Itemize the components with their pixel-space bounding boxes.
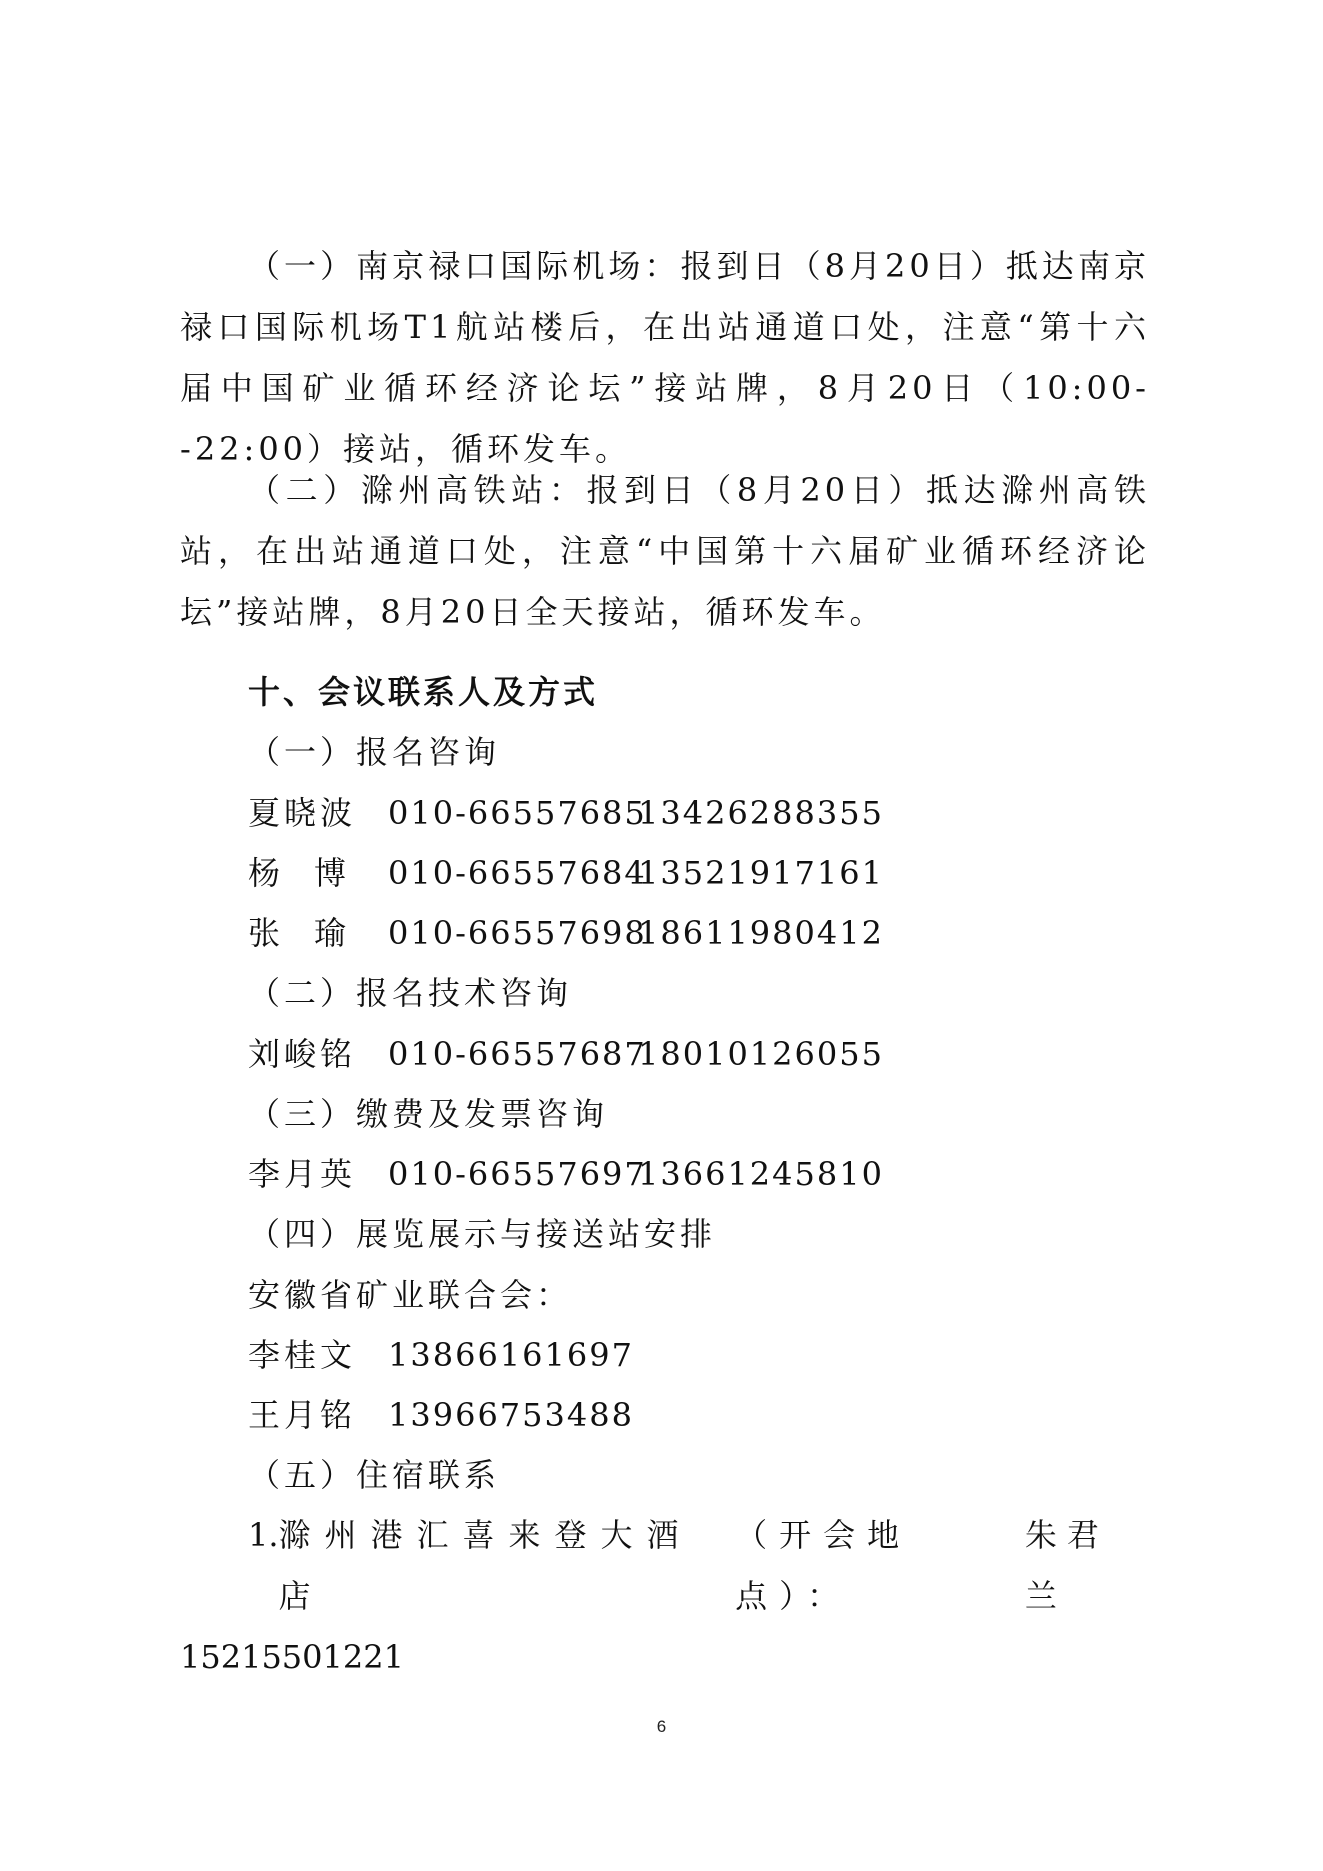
hotel-contact-name: 朱君兰 <box>1024 1516 1109 1615</box>
hotel-note: （开会地点）： <box>735 1516 912 1615</box>
contact-row <box>248 1325 634 1386</box>
contact-row <box>248 783 884 844</box>
contact-name: 李月英 <box>248 1155 357 1193</box>
exhibition-heading: （四）展览展示与接送站安排 <box>248 1215 717 1253</box>
contact-name: 杨博 <box>248 854 381 892</box>
payment-heading: （三）缴费及发票咨询 <box>248 1095 609 1133</box>
page-number: 6 <box>656 1717 667 1736</box>
hotel-contact-mobile: 15215501221 <box>180 1638 404 1676</box>
technical-heading: （二）报名技术咨询 <box>248 974 573 1012</box>
lodging-heading: （五）住宿联系 <box>248 1456 501 1494</box>
contact-name: 张瑜 <box>248 914 381 952</box>
registration-heading: （一）报名咨询 <box>248 733 501 771</box>
exhibition-org: 安徽省矿业联合会： <box>248 1276 573 1314</box>
railway-pickup-paragraph: （二）滁州高铁站：报到日（8月20日）抵达滁州高铁站，在出站通道口处，注意“中国第十六届矿业循环经济论坛”接站牌，8月20日全天接站，循环发车。 <box>180 471 1150 631</box>
contact-mobile: 18611980412 <box>638 914 884 952</box>
hotel-entry <box>180 1505 1150 1688</box>
contact-mobile: 13521917161 <box>638 854 884 892</box>
contact-name: 夏晓波 <box>248 794 357 832</box>
contact-tel: 010-66557684 <box>388 854 647 892</box>
airport-pickup-paragraph: （一）南京禄口国际机场：报到日（8月20日）抵达南京禄口国际机场T1航站楼后，在出站通道口处，注意“第十六届中国矿业循环经济论坛”接站牌，8月20日（10:00--22:00）接站，循环发车。 <box>180 247 1150 468</box>
contact-mobile: 13966753488 <box>388 1396 634 1434</box>
contact-row <box>248 843 884 904</box>
contact-row <box>248 1024 884 1085</box>
contact-row <box>248 1144 884 1205</box>
contact-mobile: 13866161697 <box>388 1336 634 1374</box>
contact-tel: 010-66557698 <box>388 914 647 952</box>
section-ten-heading: 十、会议联系人及方式 <box>248 673 599 711</box>
contact-row <box>248 1385 634 1446</box>
contact-name: 刘峻铭 <box>248 1035 357 1073</box>
contact-mobile: 13426288355 <box>638 794 884 832</box>
hotel-entry-first-line <box>180 1505 1150 1627</box>
contact-row <box>248 903 884 964</box>
hotel-name: 滁州港汇喜来登大酒店 <box>278 1516 693 1615</box>
contact-mobile: 13661245810 <box>638 1155 884 1193</box>
contact-tel: 010-66557687 <box>388 1035 647 1073</box>
contact-name: 王月铭 <box>248 1396 357 1434</box>
hotel-number: 1. <box>248 1516 279 1554</box>
contact-mobile: 18010126055 <box>638 1035 884 1073</box>
contact-name: 李桂文 <box>248 1336 357 1374</box>
contact-tel: 010-66557697 <box>388 1155 647 1193</box>
contact-tel: 010-66557685 <box>388 794 647 832</box>
